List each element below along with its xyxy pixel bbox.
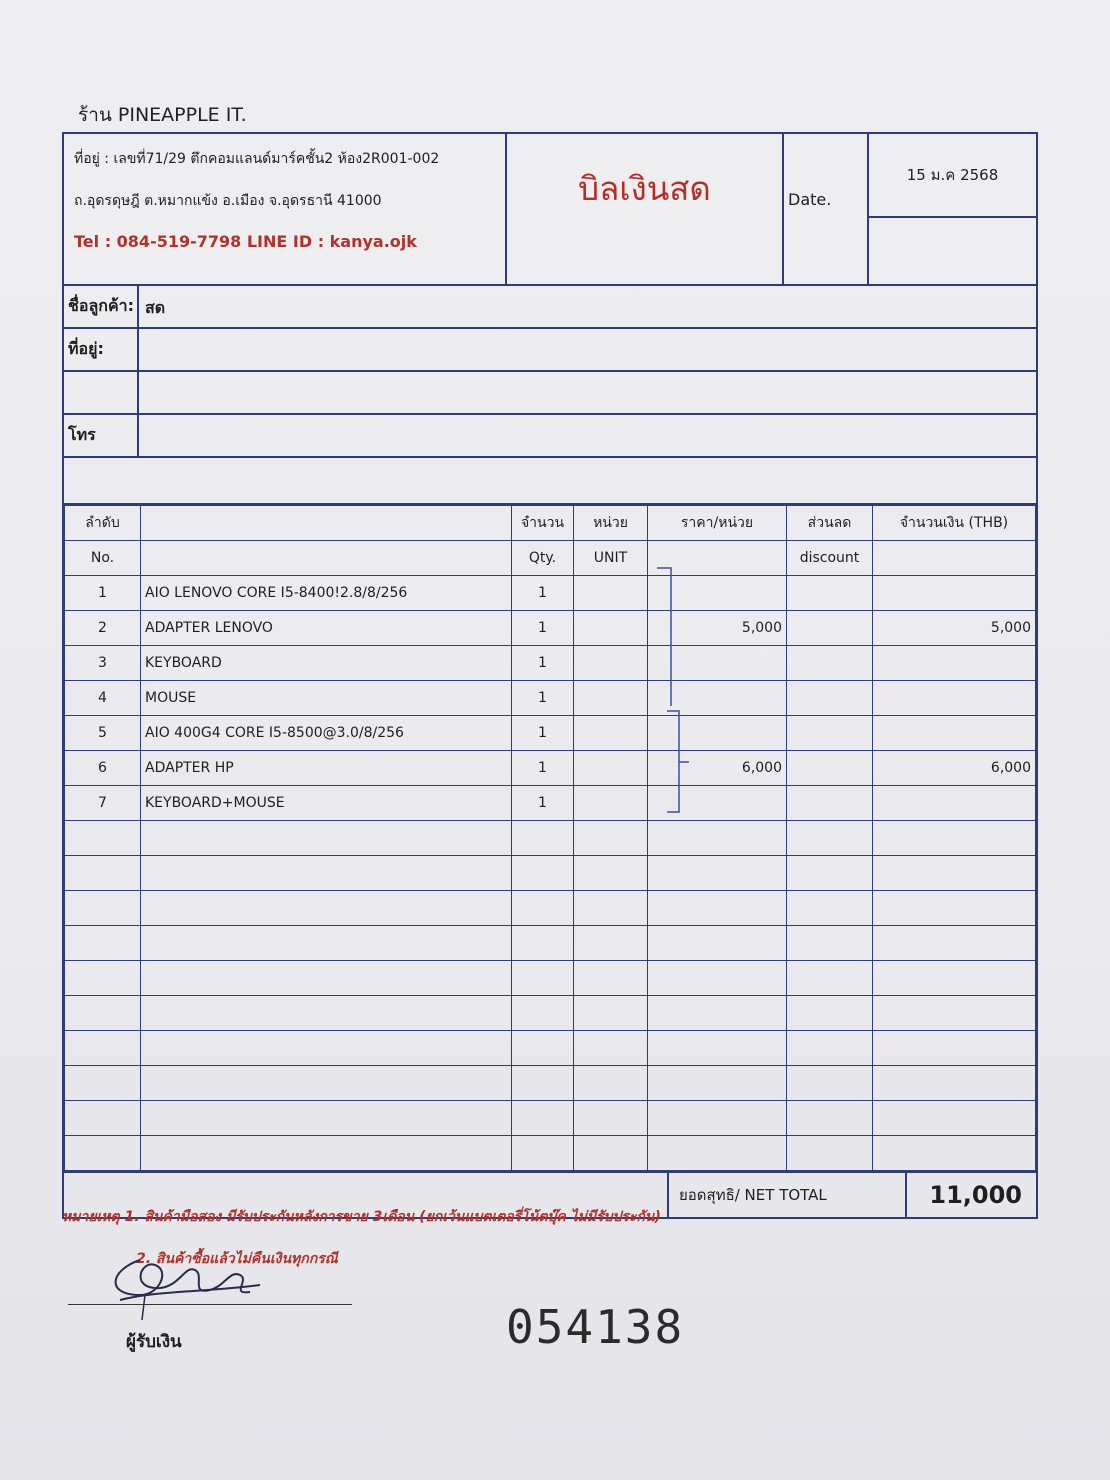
col-no-th: ลำดับ bbox=[65, 506, 141, 541]
empty-cell bbox=[648, 856, 787, 891]
empty-row bbox=[65, 961, 1036, 996]
cell-desc: AIO LENOVO CORE I5-8400!2.8/8/256 bbox=[141, 576, 512, 611]
receiver-label: ผู้รับเงิน bbox=[126, 1332, 182, 1352]
customer-address-row bbox=[64, 329, 1036, 372]
cell-desc: AIO 400G4 CORE I5-8500@3.0/8/256 bbox=[141, 716, 512, 751]
empty-cell bbox=[648, 926, 787, 961]
empty-cell bbox=[65, 856, 141, 891]
empty-cell bbox=[512, 996, 574, 1031]
date-label: Date. bbox=[784, 134, 869, 284]
signature bbox=[100, 1240, 280, 1320]
empty-cell bbox=[787, 856, 873, 891]
empty-cell bbox=[787, 996, 873, 1031]
customer-name-row bbox=[64, 286, 1036, 329]
cell-no: 5 bbox=[65, 716, 141, 751]
customer-name-value: สด bbox=[145, 298, 166, 317]
empty-cell bbox=[512, 891, 574, 926]
empty-cell bbox=[574, 891, 648, 926]
items-table bbox=[64, 505, 1036, 1171]
table-row bbox=[65, 786, 1036, 821]
cell-unit bbox=[574, 786, 648, 821]
empty-cell bbox=[512, 856, 574, 891]
cell-amount: 6,000 bbox=[873, 751, 1036, 786]
empty-cell bbox=[141, 1101, 512, 1136]
col-discount-th: ส่วนลด bbox=[787, 506, 873, 541]
shop-contact-block bbox=[64, 134, 507, 284]
remark-line-1: หมายเหตุ 1. สินค้ามือสอง มีรับประกันหลังการขาย 3เดือน (ยกเว้นแบตเตอรี่โน้ตบุ๊ค ไม่มีรับประกัน) bbox=[62, 1209, 661, 1225]
signature-line bbox=[68, 1304, 352, 1305]
empty-cell bbox=[574, 1136, 648, 1171]
blank-value-cell bbox=[139, 372, 1036, 413]
cell-unit bbox=[574, 716, 648, 751]
cell-amount bbox=[873, 681, 1036, 716]
col-unit-en: UNIT bbox=[574, 541, 648, 576]
empty-cell bbox=[141, 856, 512, 891]
empty-cell bbox=[574, 961, 648, 996]
col-amount-en bbox=[873, 541, 1036, 576]
cell-desc: KEYBOARD+MOUSE bbox=[141, 786, 512, 821]
empty-cell bbox=[512, 821, 574, 856]
empty-cell bbox=[141, 1136, 512, 1171]
empty-cell bbox=[787, 1136, 873, 1171]
col-unit-th: หน่วย bbox=[574, 506, 648, 541]
col-qty-th: จำนวน bbox=[512, 506, 574, 541]
col-qty-en: Qty. bbox=[512, 541, 574, 576]
cell-no: 7 bbox=[65, 786, 141, 821]
empty-cell bbox=[574, 1066, 648, 1101]
empty-row bbox=[65, 996, 1036, 1031]
cell-qty: 1 bbox=[512, 751, 574, 786]
empty-cell bbox=[873, 961, 1036, 996]
empty-cell bbox=[512, 1101, 574, 1136]
empty-cell bbox=[141, 996, 512, 1031]
grouping-bracket-2 bbox=[665, 708, 695, 818]
empty-cell bbox=[873, 1101, 1036, 1136]
cell-amount bbox=[873, 646, 1036, 681]
cell-unit bbox=[574, 646, 648, 681]
empty-cell bbox=[574, 1031, 648, 1066]
empty-row bbox=[65, 1066, 1036, 1101]
col-amount-th: จำนวนเงิน (THB) bbox=[873, 506, 1036, 541]
cell-no: 2 bbox=[65, 611, 141, 646]
remark-line-2: 2. สินค้าซื้อแล้วไม่คืนเงินทุกกรณี bbox=[136, 1251, 338, 1267]
empty-cell bbox=[873, 996, 1036, 1031]
cell-discount bbox=[787, 576, 873, 611]
cell-amount bbox=[873, 576, 1036, 611]
cell-discount bbox=[787, 786, 873, 821]
empty-cell bbox=[65, 1136, 141, 1171]
empty-cell bbox=[65, 1031, 141, 1066]
cell-no: 3 bbox=[65, 646, 141, 681]
empty-cell bbox=[65, 961, 141, 996]
empty-cell bbox=[65, 926, 141, 961]
empty-cell bbox=[65, 996, 141, 1031]
net-total-value: 11,000 bbox=[929, 1181, 1022, 1209]
cell-qty: 1 bbox=[512, 786, 574, 821]
empty-cell bbox=[512, 1066, 574, 1101]
empty-cell bbox=[787, 1066, 873, 1101]
cell-no: 1 bbox=[65, 576, 141, 611]
table-row bbox=[65, 716, 1036, 751]
empty-cell bbox=[65, 821, 141, 856]
empty-cell bbox=[787, 926, 873, 961]
empty-row bbox=[65, 856, 1036, 891]
customer-phone-label: โทร bbox=[64, 415, 139, 456]
empty-row bbox=[65, 1136, 1036, 1171]
bill-form bbox=[62, 132, 1038, 1219]
empty-cell bbox=[65, 891, 141, 926]
cell-desc: ADAPTER LENOVO bbox=[141, 611, 512, 646]
empty-cell bbox=[141, 926, 512, 961]
empty-cell bbox=[512, 1031, 574, 1066]
shop-address-line1: ที่อยู่ : เลขที่71/29 ตึกคอมแลนด์มาร์คชั้น2 ห้อง2R001-002 bbox=[74, 151, 440, 167]
table-row bbox=[65, 611, 1036, 646]
grouping-bracket-1 bbox=[655, 566, 685, 716]
cell-unit bbox=[574, 751, 648, 786]
table-row bbox=[65, 751, 1036, 786]
items-header-en bbox=[65, 541, 1036, 576]
cell-amount bbox=[873, 786, 1036, 821]
cell-qty: 1 bbox=[512, 646, 574, 681]
customer-address-value bbox=[139, 329, 1036, 370]
empty-cell bbox=[65, 1066, 141, 1101]
cell-qty: 1 bbox=[512, 716, 574, 751]
table-row bbox=[65, 576, 1036, 611]
cell-no: 4 bbox=[65, 681, 141, 716]
cell-desc: MOUSE bbox=[141, 681, 512, 716]
empty-cell bbox=[873, 1136, 1036, 1171]
empty-cell bbox=[648, 891, 787, 926]
empty-cell bbox=[574, 996, 648, 1031]
cell-amount bbox=[873, 716, 1036, 751]
cell-qty: 1 bbox=[512, 681, 574, 716]
empty-cell bbox=[648, 1066, 787, 1101]
col-discount-en: discount bbox=[787, 541, 873, 576]
empty-cell bbox=[648, 1031, 787, 1066]
customer-phone-value bbox=[139, 415, 1036, 456]
empty-cell bbox=[873, 856, 1036, 891]
cell-unit bbox=[574, 576, 648, 611]
date-value: 15 ม.ค 2568 bbox=[869, 134, 1036, 218]
cell-qty: 1 bbox=[512, 611, 574, 646]
col-no-en: No. bbox=[65, 541, 141, 576]
cell-desc: KEYBOARD bbox=[141, 646, 512, 681]
empty-cell bbox=[141, 1031, 512, 1066]
cell-price: 6,000 bbox=[648, 751, 787, 786]
empty-cell bbox=[648, 1101, 787, 1136]
customer-address-label: ที่อยู่: bbox=[64, 329, 139, 370]
col-desc-en bbox=[141, 541, 512, 576]
empty-cell bbox=[873, 1031, 1036, 1066]
spacer-row bbox=[64, 458, 1036, 505]
empty-cell bbox=[648, 961, 787, 996]
empty-cell bbox=[141, 1066, 512, 1101]
cell-discount bbox=[787, 611, 873, 646]
empty-row bbox=[65, 821, 1036, 856]
empty-row bbox=[65, 1101, 1036, 1136]
empty-cell bbox=[65, 1101, 141, 1136]
empty-cell bbox=[574, 821, 648, 856]
empty-cell bbox=[787, 821, 873, 856]
net-total-label: ยอดสุทธิ/ NET TOTAL bbox=[669, 1173, 907, 1217]
empty-cell bbox=[574, 926, 648, 961]
empty-row bbox=[65, 891, 1036, 926]
customer-name-label: ชื่อลูกค้า: bbox=[64, 286, 139, 327]
empty-cell bbox=[873, 891, 1036, 926]
shop-address-line2: ถ.อุดรดุษฎี ต.หมากแข้ง อ.เมือง จ.อุดรธานี 41000 bbox=[74, 193, 382, 209]
cell-unit bbox=[574, 681, 648, 716]
shop-contact: Tel : 084-519-7798 LINE ID : kanya.ojk bbox=[74, 232, 417, 251]
customer-address-row-2 bbox=[64, 372, 1036, 415]
empty-cell bbox=[574, 1101, 648, 1136]
empty-cell bbox=[787, 1101, 873, 1136]
blank-label-cell bbox=[64, 372, 139, 413]
cell-discount bbox=[787, 751, 873, 786]
bill-header bbox=[64, 134, 1036, 286]
serial-number: 054138 bbox=[506, 1300, 685, 1354]
empty-cell bbox=[787, 891, 873, 926]
items-header-th bbox=[65, 506, 1036, 541]
customer-phone-row bbox=[64, 415, 1036, 458]
col-price-th: ราคา/หน่วย bbox=[648, 506, 787, 541]
empty-cell bbox=[141, 891, 512, 926]
cell-unit bbox=[574, 611, 648, 646]
bill-title: บิลเงินสด bbox=[507, 134, 784, 284]
cell-discount bbox=[787, 716, 873, 751]
empty-cell bbox=[512, 961, 574, 996]
cell-no: 6 bbox=[65, 751, 141, 786]
empty-row bbox=[65, 926, 1036, 961]
cell-price: 5,000 bbox=[648, 611, 787, 646]
empty-cell bbox=[873, 821, 1036, 856]
items-body bbox=[65, 576, 1036, 1171]
table-row bbox=[65, 681, 1036, 716]
empty-cell bbox=[648, 821, 787, 856]
empty-cell bbox=[648, 1136, 787, 1171]
table-row bbox=[65, 646, 1036, 681]
cell-qty: 1 bbox=[512, 576, 574, 611]
empty-cell bbox=[512, 926, 574, 961]
cell-desc: ADAPTER HP bbox=[141, 751, 512, 786]
date-box bbox=[869, 134, 1036, 284]
col-desc-th bbox=[141, 506, 512, 541]
empty-cell bbox=[574, 856, 648, 891]
empty-cell bbox=[512, 1136, 574, 1171]
shop-name: ร้าน PINEAPPLE IT. bbox=[78, 104, 247, 126]
empty-cell bbox=[787, 1031, 873, 1066]
empty-row bbox=[65, 1031, 1036, 1066]
empty-cell bbox=[141, 821, 512, 856]
empty-cell bbox=[648, 996, 787, 1031]
cell-discount bbox=[787, 646, 873, 681]
cell-discount bbox=[787, 681, 873, 716]
empty-cell bbox=[141, 961, 512, 996]
empty-cell bbox=[787, 961, 873, 996]
cell-amount: 5,000 bbox=[873, 611, 1036, 646]
empty-cell bbox=[873, 926, 1036, 961]
empty-cell bbox=[873, 1066, 1036, 1101]
